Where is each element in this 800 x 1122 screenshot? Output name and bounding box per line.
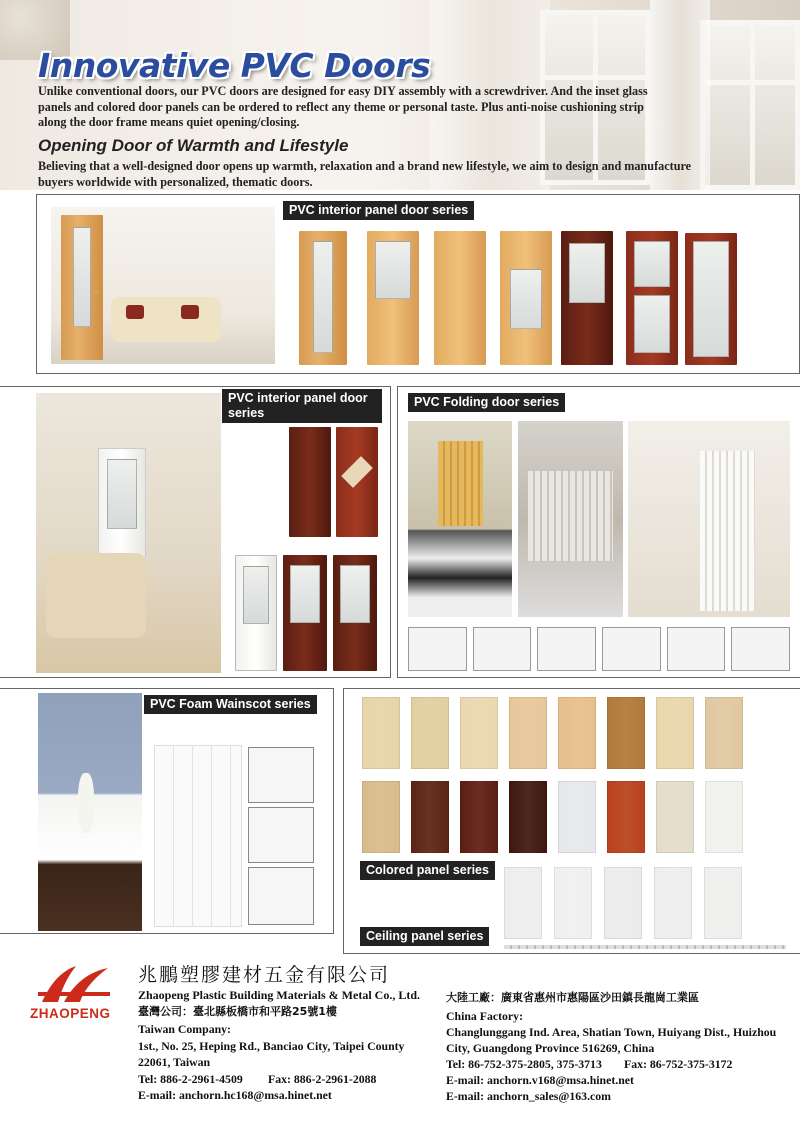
section-label: PVC interior panel door series [222,389,382,423]
folding-door-photo [408,421,512,617]
taiwan-fax: Fax: 886-2-2961-2088 [268,1072,377,1086]
room-photo [36,393,221,673]
section-label: Colored panel series [360,861,495,880]
china-label: China Factory: [446,1009,523,1023]
china-email-2[interactable]: E-mail: anchorn_sales@163.com [446,1089,611,1103]
section-label: PVC Folding door series [408,393,565,412]
door-sample [626,231,678,365]
section-label: PVC Foam Wainscot series [144,695,317,714]
color-swatch [460,697,498,769]
living-room-photo [51,207,275,364]
window-image-2 [700,20,800,190]
color-swatch [704,867,742,939]
china-tel: Tel: 86-752-375-2805, 375-3713 [446,1057,602,1071]
color-swatch [554,867,592,939]
color-swatch [411,781,449,853]
logo-text: ZHAOPENG [30,1006,111,1021]
taiwan-label: Taiwan Company: [138,1022,231,1036]
door-sample [500,231,552,365]
wainscot-diagram [248,867,314,925]
taiwan-email[interactable]: E-mail: anchorn.hc168@msa.hinet.net [138,1088,332,1102]
color-swatch [558,697,596,769]
door-sample [367,231,419,365]
wainscot-diagram [248,747,314,803]
color-swatch [656,781,694,853]
color-swatch [607,697,645,769]
folding-door-photo [628,421,790,617]
door-sample [685,233,737,365]
wainscot-panel-image [154,745,242,927]
color-swatch [705,697,743,769]
color-swatch [509,781,547,853]
color-swatch [504,867,542,939]
armchair-image [46,553,146,638]
china-address-line1: Changlunggang Ind. Area, Shatian Town, Huiyang Dist., Huizhou [446,1025,777,1039]
color-swatch [411,697,449,769]
sofa-image [111,297,221,342]
section-label: PVC interior panel door series [283,201,474,220]
color-swatch [362,781,400,853]
color-swatch [654,867,692,939]
china-fax: Fax: 86-752-375-3172 [624,1057,733,1071]
color-swatch [362,697,400,769]
page-title: Innovative PVC Doors [38,46,431,85]
section-label: Ceiling panel series [360,927,489,946]
taiwan-tel: Tel: 886-2-2961-4509 [138,1072,243,1086]
section-subtitle: Opening Door of Warmth and Lifestyle [38,136,349,155]
door-sample [336,427,378,537]
mission-paragraph: Believing that a well-designed door opens up warmth, relaxation and a brand new lifestyle, we aim to design and manufacture buyers worldwide with personalized, thematic doors. [38,159,692,189]
door-sample [561,231,613,365]
door-sample [434,231,486,365]
interior-panel-door-section-2 [0,386,391,678]
installation-diagram [408,627,790,671]
colored-panel-section [343,688,800,954]
door-sample [333,555,377,671]
color-swatch [558,781,596,853]
door-image [98,448,146,558]
color-swatch [705,781,743,853]
taiwan-address-line2: 22061, Taiwan [138,1055,211,1069]
intro-paragraph: Unlike conventional doors, our PVC doors are designed for easy DIY assembly with a screwdriver. And the inset glass panels and colored door panels can be ordered to reflect any theme or personal taste. Plus anti-noise cushioning strip along the door frame means quiet opening/closing. [38,84,648,129]
china-address-cn: 大陸工廠：廣東省惠州市惠陽區沙田鎮長龍崗工業區 [446,991,699,1004]
zhaopeng-logo-icon [36,962,112,1008]
door-sample [299,231,347,365]
door-sample [283,555,327,671]
color-swatch [607,781,645,853]
door-sample [235,555,277,671]
china-address-line2: City, Guangdong Province 516269, China [446,1041,655,1055]
color-swatch [604,867,642,939]
taiwan-address-line1: 1st., No. 25, Heping Rd., Banciao City, Taipei County [138,1039,405,1053]
company-name-en: Zhaopeng Plastic Building Materials & Metal Co., Ltd. [138,988,420,1002]
wainscot-photo [38,693,142,931]
door-image [61,215,103,360]
wainscot-diagram [248,807,314,863]
folding-door-photo [518,421,623,617]
folding-door-section [397,386,800,678]
color-swatch [656,697,694,769]
company-name-cn: 兆鵬塑膠建材五金有限公司 [138,964,391,986]
interior-panel-door-section [36,194,800,374]
wainscot-section [0,688,334,934]
china-email-1[interactable]: E-mail: anchorn.v168@msa.hinet.net [446,1073,634,1087]
taiwan-address-cn: 臺灣公司：臺北縣板橋市和平路25號1樓 [138,1005,337,1018]
color-swatch [460,781,498,853]
color-swatch [509,697,547,769]
door-sample [289,427,331,537]
